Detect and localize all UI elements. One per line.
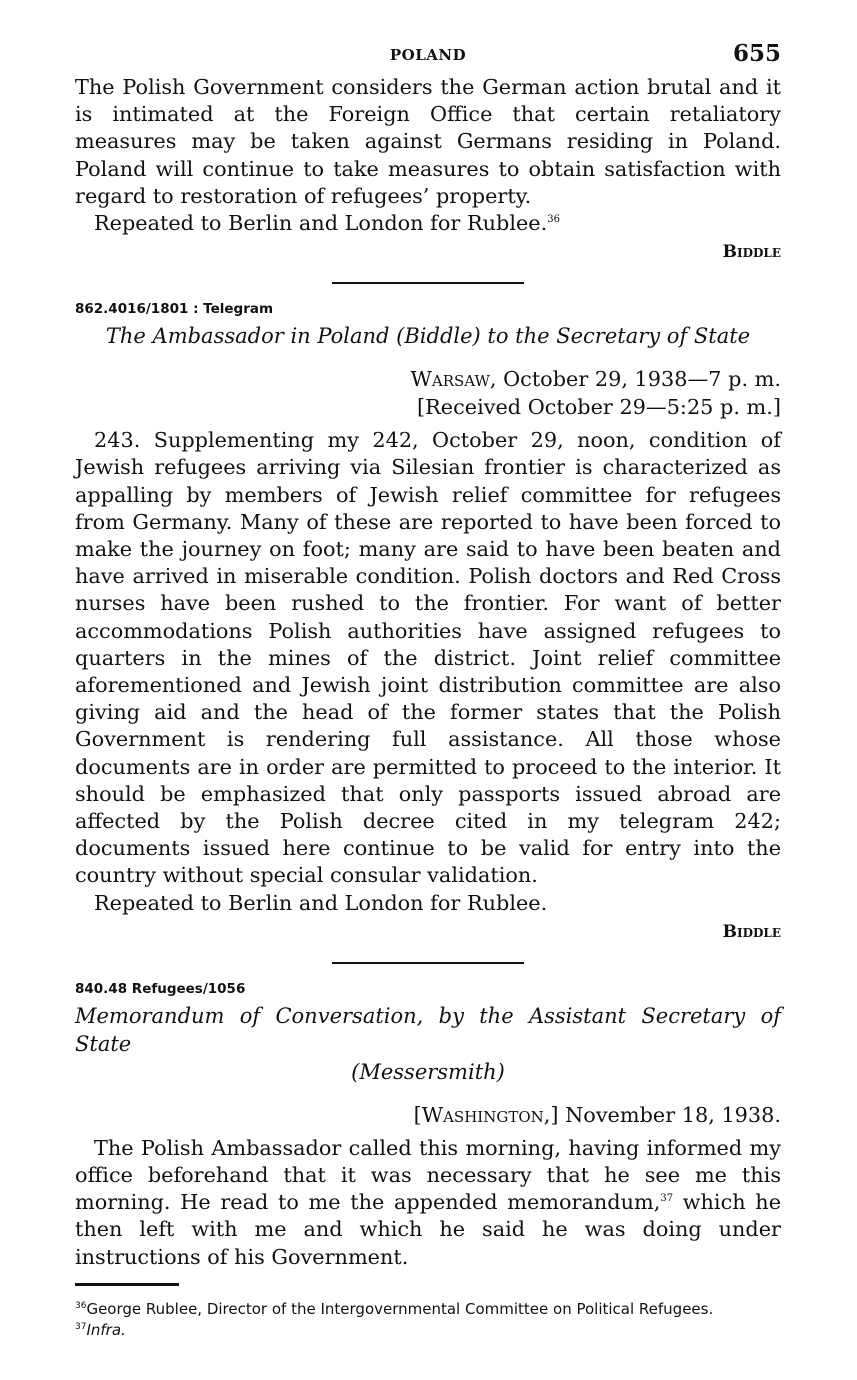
signature: Biddle (722, 921, 781, 942)
dateline-date: , October 29, 1938—7 p. m. (489, 367, 781, 392)
section-divider (332, 962, 524, 964)
footnote-mark: 37 (75, 1321, 87, 1332)
document-page (75, 40, 781, 1339)
footnotes (75, 1298, 781, 1339)
repeated-note (75, 210, 781, 237)
running-head: POLAND (389, 46, 467, 64)
page-header (75, 40, 781, 74)
document-heading-continued: (Messersmith) (351, 1059, 505, 1084)
dateline-place: [Washington,] (413, 1102, 559, 1127)
file-reference: 840.48 Refugees/1056 (75, 980, 246, 997)
repeated-text: Repeated to Berlin and London for Rublee. (94, 211, 548, 236)
telegram-document (75, 298, 781, 946)
dateline (75, 1101, 781, 1129)
footnote (75, 1298, 781, 1318)
paragraph: The Polish Government considers the German action brutal and it is intimated at the Foreign Office that certain retaliatory measures may be taken against Germans residing in Poland. Poland will continue to take measures to obtain satisfaction with regard to restoration of refugees’ property. (75, 75, 781, 208)
footnote-mark: 36 (75, 1300, 87, 1311)
footnote (75, 1319, 781, 1339)
received-line: [Received October 29—5:25 p. m.] (417, 395, 781, 420)
document-continuation (75, 74, 781, 266)
document-heading: Memorandum of Conversation, by the Assistant Secretary of State (75, 1003, 781, 1056)
telegram-body: 243. Supplementing my 242, October 29, noon, condition of Jewish refugees arriving via Silesian frontier is characterized as appalling by members of Jewish relief committee for refugees from Germany. Many of these are reported to have been forced to make the journey on foot; many are said to have been beaten and have arrived in miserable condition. Polish doctors and Red Cross nurses have been rushed to the frontier. For want of better accommodations Polish authorities have assigned refugees to quarters in the mines of the district. Joint relief committee aforementioned and Jewish joint distribution committee are also giving aid and the head of the former states that the Polish Government is rendering full assistance. All those whose documents are in order are permitted to proceed to the interior. It should be emphasized that only passports issued abroad are affected by the Polish decree cited in my telegram 242; documents issued here continue to be valid for entry into the country without special consular validation. (75, 428, 781, 888)
signature: Biddle (722, 242, 781, 263)
body-text-continued: which he then left with me and which he said he was doing under instructions of his Government. (75, 1190, 781, 1269)
dateline-date: November 18, 1938. (558, 1102, 781, 1127)
footnote-text: George Rublee, Director of the Intergovernmental Committee on Political Refugees. (86, 1299, 714, 1318)
section-divider (332, 282, 524, 284)
footnote-divider (75, 1283, 179, 1286)
dateline (75, 365, 781, 393)
file-reference: 862.4016/1801 : Telegram (75, 301, 274, 318)
body-text: The Polish Ambassador called this morning, having informed my office beforehand that it was necessary that he see me this morning. He read to me the appended memorandum, (75, 1135, 781, 1215)
dateline-place: Warsaw (410, 367, 490, 392)
footnote-ref: 37 (660, 1193, 674, 1205)
document-heading: The Ambassador in Poland (Biddle) to the Secretary of State (105, 324, 751, 349)
memorandum-body (75, 1135, 781, 1271)
repeated-note: Repeated to Berlin and London for Rublee. (94, 890, 548, 915)
footnote-ref: 36 (547, 214, 560, 226)
footnote-text: Infra. (86, 1320, 126, 1339)
memorandum-document (75, 978, 781, 1271)
page-number: 655 (732, 40, 781, 67)
